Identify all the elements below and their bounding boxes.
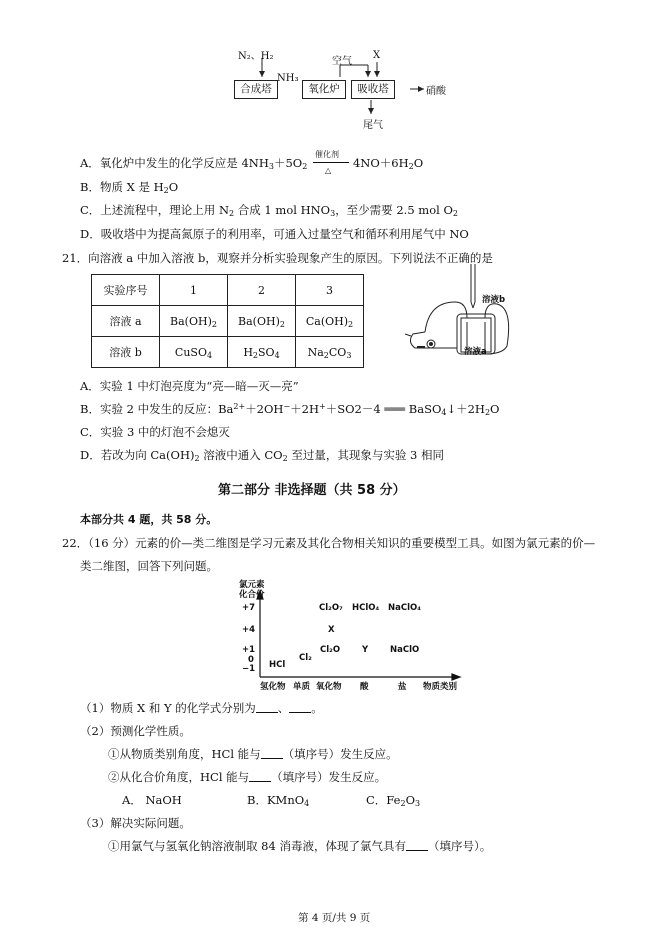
chart-xcat: 盐 [398,682,407,692]
table-cell: 溶液 a [92,306,160,337]
q22-sub2a: ①从物质类别角度，HCl 能与 （填序号）发生反应。 [108,747,398,761]
chart-item-y: Y [362,645,369,655]
flow-tail-label: 尾气 [363,120,383,131]
chart-item-hcl: HCl [269,660,286,670]
table-cell: $Ca(OH)_2$ [296,306,364,337]
page-footer: 第 4 页/共 9 页 [298,912,371,924]
q21-option-b: B．实验 2 中发生的反应：$Ba^{2+}+2OH^-+2H^++SO2-4$ ═══ $BaSO_4↓+2H_2O$ [80,402,500,417]
table-cell: 1 [160,275,228,306]
flow-box-absorption: 吸收塔 [351,80,395,99]
q22-sub1: （1）物质 X 和 Y 的化学式分别为 、 。 [80,701,323,715]
apparatus-label-b: 溶液b [482,295,506,305]
answer-blank[interactable] [256,702,278,713]
q22-sub2b: ②从化合价角度，HCl 能与 （填序号）发生反应。 [108,770,387,784]
flow-box-synthesis: 合成塔 [234,80,278,99]
q22-sub2: （2）预测化学性质。 [80,724,191,738]
chart-xcat: 酸 [360,682,369,692]
q22-choice-c: C．$Fe_2O_3$ [366,793,421,808]
chart-item-naclo: NaClO [390,645,420,655]
part2-title: 第二部分 非选择题（共 58 分） [218,483,406,498]
q20-option-a: A．氧化炉中发生的化学反应是 $4NH_3+5O_2$ 催化剂 △ $4NO+6H_2O$ [80,155,423,171]
q21-stem: 21．向溶液 a 中加入溶液 b，观察并分析实验现象产生的原因。下列说法不正确的是 [62,251,493,265]
chart-item-cl2o: Cl₂O [320,645,341,655]
q22-stem-line2: 类二维图，回答下列问题。 [80,559,218,573]
table-cell: $Ba(OH)_2$ [228,306,296,337]
table-cell: $H_2SO_4$ [228,337,296,368]
chart-item-cl2o7: Cl₂O₇ [319,603,343,613]
chart-ytick: +1 [242,645,256,655]
q21-option-c: C．实验 3 中的灯泡不会熄灭 [80,425,230,439]
chart-item-hclo4: HClO₄ [352,603,380,613]
chart-ytick: +7 [242,603,256,613]
answer-blank[interactable] [406,840,428,851]
answer-blank[interactable] [249,771,271,782]
q20-option-d: D．吸收塔中为提高氮原子的利用率，可通入过量空气和循环利用尾气中 NO [80,227,469,241]
chart-item-cl2: Cl₂ [299,653,312,663]
chart-ytick: −1 [242,664,256,674]
flow-air-label: 空气 [332,56,352,67]
answer-blank[interactable] [261,748,283,759]
flow-box-oxidation: 氧化炉 [302,80,346,99]
experiment-table [91,274,364,368]
table-cell: $Ba(OH)_2$ [160,306,228,337]
table-row [92,306,364,337]
q20-option-b: B．物质 X 是 $H_2O$ [80,180,179,195]
q22-choice-a: A． NaOH [122,793,182,807]
catalyst-label: 催化剂 [314,150,339,159]
table-cell: 3 [296,275,364,306]
chart-xcat: 氧化物 [316,682,342,692]
chart-ylabel-2: 化合价 [239,590,265,600]
table-cell: CuSO$_4$ [160,337,228,368]
table-cell: 2 [228,275,296,306]
flow-output-label: 硝酸 [426,86,446,97]
table-row [92,337,364,368]
chart-xcat: 物质类别 [423,682,458,692]
heat-symbol: △ [324,166,332,175]
chart-item-x: X [328,625,335,635]
table-row [92,275,364,306]
chart-ylabel-1: 氯元素 [239,580,265,590]
flow-x-label: X [373,50,381,61]
table-cell: $Na_2CO_3$ [296,337,364,368]
q21-option-a: A．实验 1 中灯泡亮度为“亮—暗—灭—亮” [80,379,299,393]
chart-xcat: 单质 [293,682,311,692]
chart-ytick: 0 [248,655,254,665]
chart-ytick: +4 [242,625,256,635]
table-cell: 溶液 b [92,337,160,368]
apparatus-label-a: 溶液a [464,347,487,357]
q21-option-d: D．若改为向 $Ca(OH)_2$ 溶液中通入 $CO_2$ 至过量，其现象与实验 3 相同 [80,448,444,463]
chart-axes [228,577,478,695]
part2-intro: 本部分共 4 题，共 58 分。 [80,513,218,526]
flow-nh3-label: NH₃ [277,73,299,84]
answer-blank[interactable] [289,702,311,713]
table-cell: 实验序号 [92,275,160,306]
chart-item-naclo4: NaClO₄ [388,603,421,613]
q20-option-c: C．上述流程中，理论上用 $N_2$ 合成 1 mol $HNO_3$，至少需要 2.5 mol $O_2$ [80,203,458,218]
chart-xcat: 氢化物 [260,682,286,692]
q22-sub3: （3）解决实际问题。 [80,816,191,830]
q22-choice-b: B．KMnO$_4$ [247,793,310,808]
flow-input-label: N₂、H₂ [238,51,274,62]
q22-stem-line1: 22．（16 分）元素的价—类二维图是学习元素及其化合物相关知识的重要模型工具。如图为氯元素的价— [62,536,596,550]
q22-sub3a: ①用氯气与氢氧化钠溶液制取 84 消毒液，体现了氯气具有 （填序号）。 [108,839,492,853]
